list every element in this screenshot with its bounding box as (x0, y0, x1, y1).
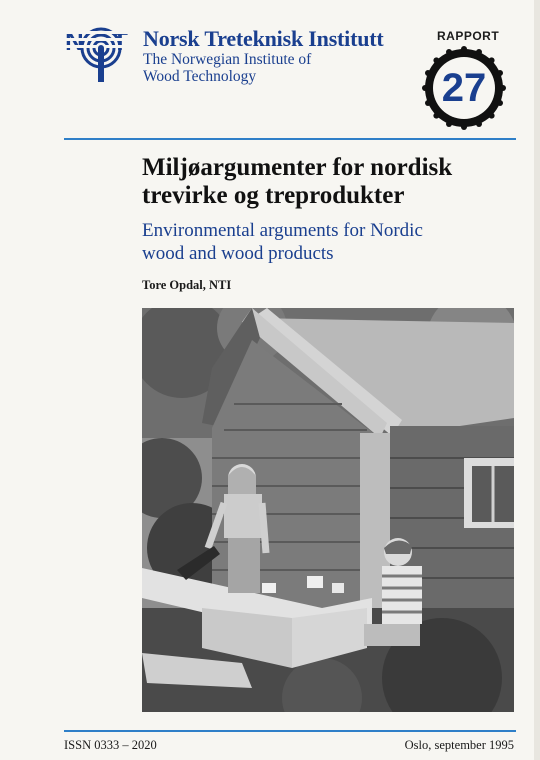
title-english-line2: wood and wood products (142, 243, 334, 264)
title-norwegian-line1: Miljøargumenter for nordisk (142, 154, 453, 181)
place-and-date: Oslo, september 1995 (404, 738, 514, 752)
title-norwegian (142, 154, 522, 210)
title-norwegian-line2: trevirke og treprodukter (142, 182, 405, 209)
report-label: RAPPORT (437, 29, 500, 43)
institute-name-english (143, 51, 311, 85)
institute-name: Norsk Treteknisk Institutt (143, 26, 384, 51)
header-divider (64, 138, 516, 140)
institute-name-english-line1: The Norwegian Institute of (143, 51, 312, 68)
report-number: 27 (441, 65, 487, 110)
author: Tore Opdal, NTI (142, 278, 232, 292)
issn-number: ISSN 0333 – 2020 (64, 738, 157, 752)
cover-photo (142, 308, 514, 712)
title-english (142, 219, 522, 265)
cover-photo-illustration (142, 308, 514, 712)
footer-divider (64, 730, 516, 732)
institute-name-english-line2: Wood Technology (143, 68, 257, 85)
title-english-line1: Environmental arguments for Nordic (142, 220, 423, 241)
nti-logo-icon (64, 26, 138, 84)
